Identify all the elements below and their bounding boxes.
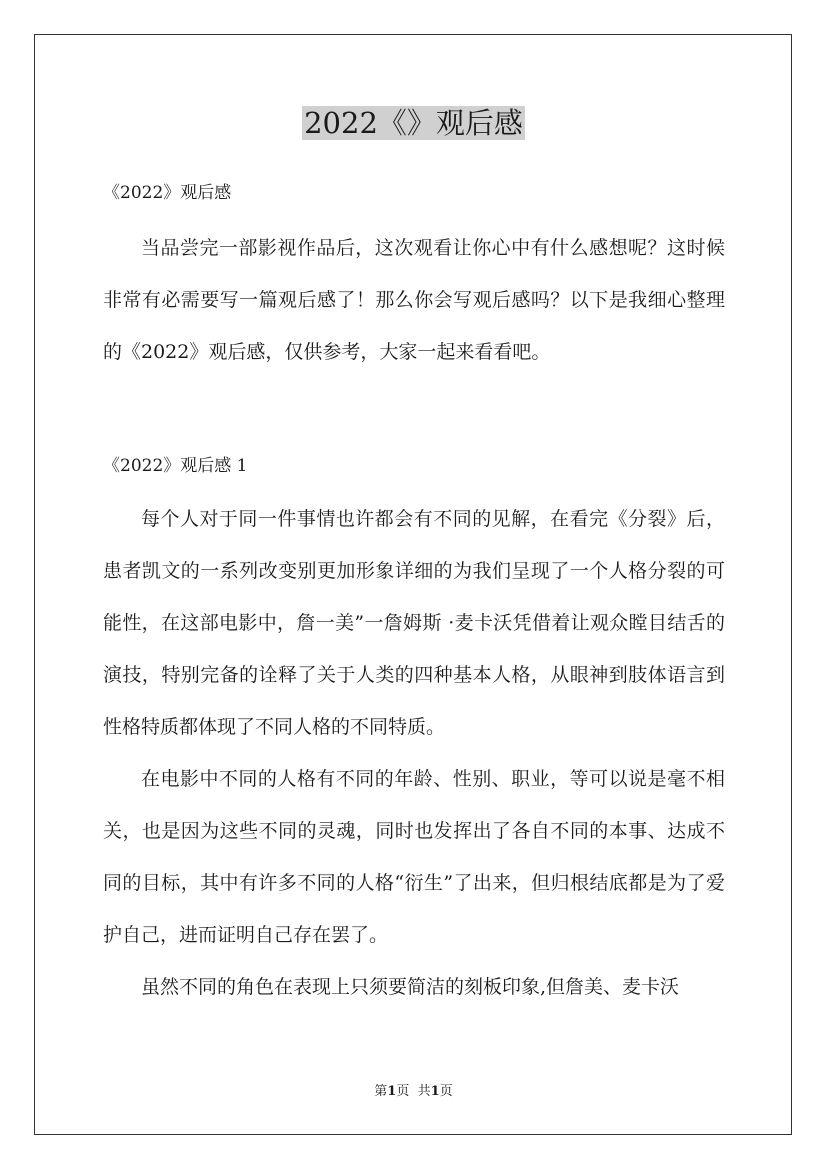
footer-page-number: 1: [387, 1084, 397, 1099]
footer-page-suffix: 页: [396, 1084, 410, 1099]
document-title-text: 2022《》观后感: [304, 106, 523, 140]
footer-total-prefix: 共: [417, 1084, 431, 1099]
body-paragraph-1: 每个人对于同一件事情也许都会有不同的见解，在看完《分裂》后，患者凯文的一系列改变别更加形象详细的为我们呈现了一个人格分裂的可能性，在这部电影中，詹一美”一詹姆斯 ·麦卡沃凭借着让观众瞠目结舌的演技，特别完备的诠释了关于人类的四种基本人格，从眼神到肢体语言到性格特质都体现了不同人格的不同特质。: [103, 508, 725, 738]
footer-page-prefix: 第: [374, 1084, 388, 1099]
body-paragraph-3: 虽然不同的角色在表现上只须要简洁的刻板印象,但詹美、麦卡沃: [141, 976, 680, 998]
document-title: [0, 103, 827, 143]
intro-heading: 《2022》观后感: [103, 183, 232, 203]
body-paragraph-2: 在电影中不同的人格有不同的年龄、性别、职业，等可以说是毫不相关，也是因为这些不同的灵魂，同时也发挥出了各自不同的本事、达成不同的目标，其中有许多不同的人格“衍生”了出来，但归根结底都是为了爱护自己，进而证明自己存在罢了。: [103, 768, 725, 946]
section-heading: 《2022》观后感 1: [103, 456, 248, 476]
intro-paragraph: 当品尝完一部影视作品后，这次观看让你心中有什么感想呢？这时候非常有必需要写一篇观后感了！那么你会写观后感吗？以下是我细心整理的《2022》观后感，仅供参考，大家一起来看看吧。: [103, 237, 725, 363]
page-footer: [0, 1083, 827, 1101]
footer-total-suffix: 页: [439, 1084, 453, 1099]
footer-total-pages: 1: [430, 1084, 440, 1099]
